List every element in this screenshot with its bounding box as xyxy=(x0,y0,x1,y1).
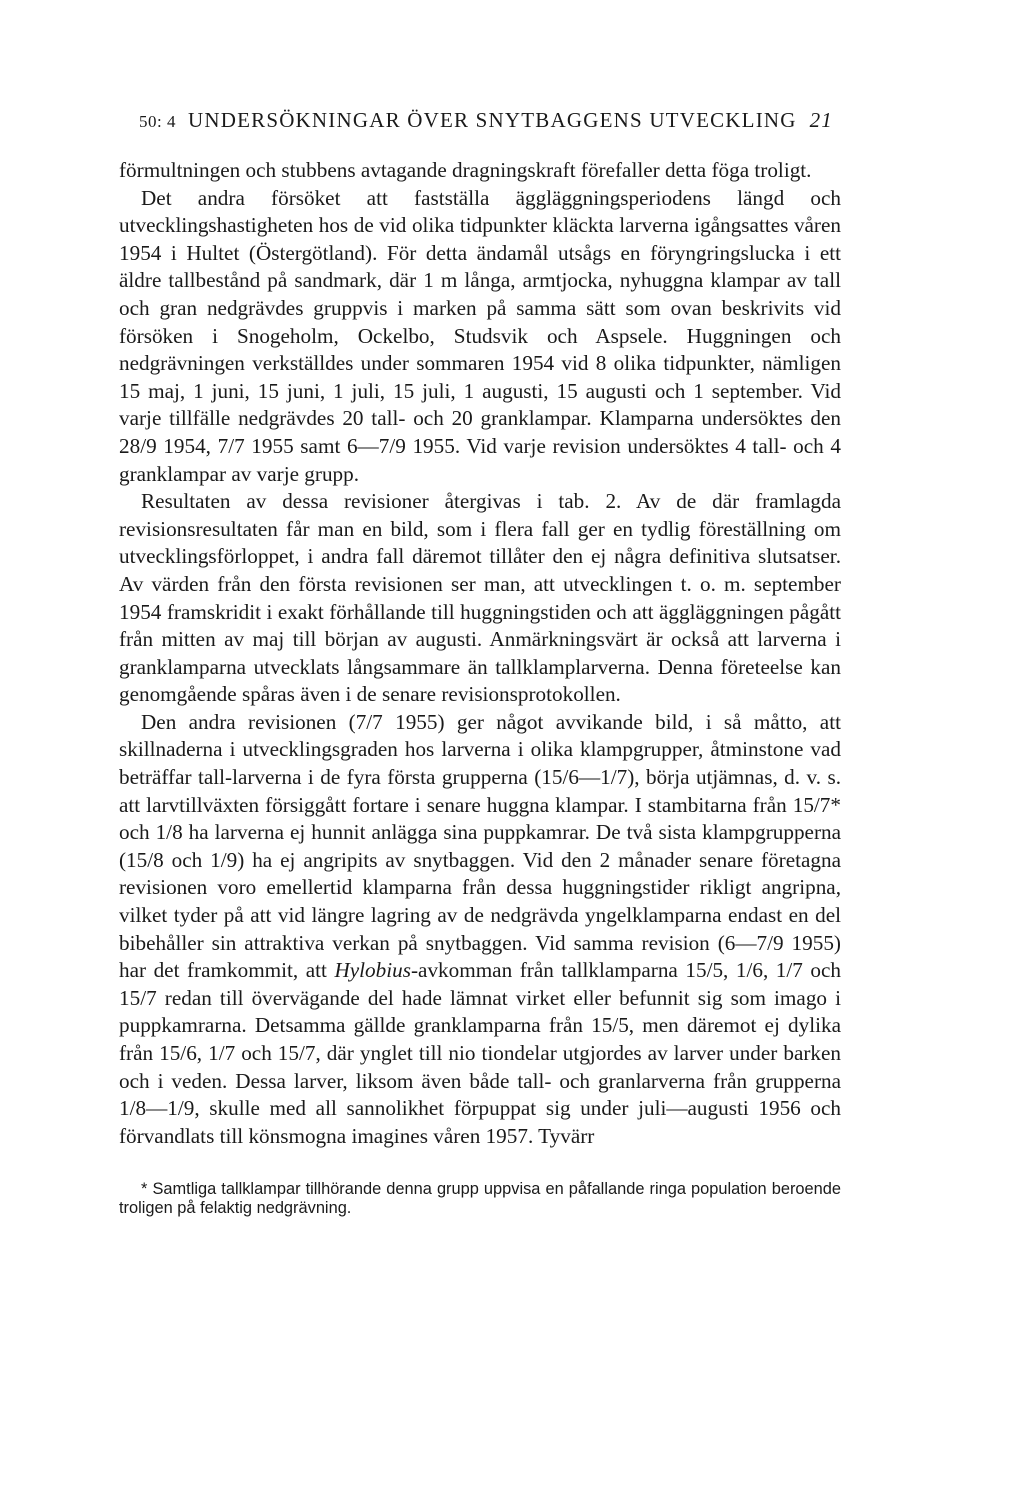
running-head xyxy=(139,108,833,140)
running-title: UNDERSÖKNINGAR ÖVER SNYTBAGGENS UTVECKLING xyxy=(187,108,797,132)
page-number: 21 xyxy=(809,108,833,132)
footnote: * Samtliga tallklampar tillhörande denna grupp uppvisa en påfallande ringa population beroende troligen på felaktig nedgrävning. xyxy=(119,1180,841,1218)
body-text xyxy=(119,157,841,1150)
species-name-italic: Hylobius xyxy=(334,958,411,983)
paragraph-second-revision xyxy=(119,709,841,1151)
journal-page xyxy=(119,108,841,1218)
paragraph-text-part: Den andra revisionen (7/7 1955) ger något avvikande bild, i så måtto, att skillnaderna i utvecklingsgraden hos larverna i olika klampgrupper, åtminstone vad beträffar tall-larverna i de fyra första grupperna (15/6—1/7), börja utjämnas, d. v. s. att larvtillväxten försiggått fortare i senare huggna klampar. I stambitarna från 15/7* och 1/8 ha larverna ej hunnit anlägga sina puppkamrar. De två sista klampgrupperna (15/8 och 1/9) ha ej angripits av snytbaggen. Vid den 2 månader senare företagna revisionen voro emellertid klamparna från dessa huggningstider rikligt angripna, vilket tyder på att vid längre lagring av de nedgrävda yngelklamparna endast en del bibehåller sin attraktiva verkan på snytbaggen. Vid samma revision (6—7/9 1955) har det framkommit, att xyxy=(119,709,841,983)
paragraph-experiment-hultet: Det andra försöket att fastställa äggläggningsperiodens längd och utvecklingshastigheten hos de vid olika tidpunkter kläckta larverna igångsattes våren 1954 i Hultet (Östergötland). För detta ändamål utsågs en föryngringslucka i ett äldre tallbestånd på sandmark, där 1 m långa, armtjocka, nyhuggna klampar av tall och gran nedgrävdes gruppvis i marken på samma sätt som ovan beskrivits vid försöken i Snogeholm, Ockelbo, Studsvik och Aspsele. Huggningen och nedgrävningen verkställdes under sommaren 1954 vid 8 olika tidpunkter, nämligen 15 maj, 1 juni, 15 juni, 1 juli, 15 juli, 1 augusti, 15 augusti och 1 september. Vid varje tillfälle nedgrävdes 20 tall- och 20 granklampar. Klamparna undersöktes den 28/9 1954, 7/7 1955 samt 6—7/9 1955. Vid varje revision undersöktes 4 tall- och 4 granklampar av varje grupp. xyxy=(119,185,841,486)
section-number: 50: 4 xyxy=(139,112,176,131)
paragraph-text-part: -avkomman från tallklamparna 15/5, 1/6, 1/7 och 15/7 redan till övervägande del hade lämnat virket eller befunnit sig som imago i puppkamrarna. Detsamma gällde granklamparna från 15/5, men däremot ej dylika från 15/6, 1/7 och 15/7, där ynglet till nio tiondelar utgjordes av larver under barken och i veden. Dessa larver, liksom även både tall- och granlarverna från grupperna 1/8—1/9, skulle med all sannolikhet förpuppat sig under juli—augusti 1956 och förvandlats till könsmogna imagines våren 1957. Tyvärr xyxy=(119,958,841,1148)
paragraph-results-first-revision: Resultaten av dessa revisioner återgivas i tab. 2. Av de där framlagda revisionsresultaten får man en bild, som i flera fall ger en tydlig föreställning om utvecklingsförloppet, i andra fall däremot tillåter den ej några definitiva slutsatser. Av värden från den första revisionen ser man, att utvecklingen t. o. m. september 1954 framskridit i exakt förhållande till huggningstiden och att äggläggningen pågått från mitten av maj till början av augusti. Anmärkningsvärt är också att larverna i granklamparna utvecklats långsammare än tallklamplarverna. Denna företeelse kan genomgående spåras även i de senare revisionsprotokollen. xyxy=(119,489,841,707)
paragraph-continuation: förmultningen och stubbens avtagande dragningskraft förefaller detta föga troligt. xyxy=(119,158,812,182)
